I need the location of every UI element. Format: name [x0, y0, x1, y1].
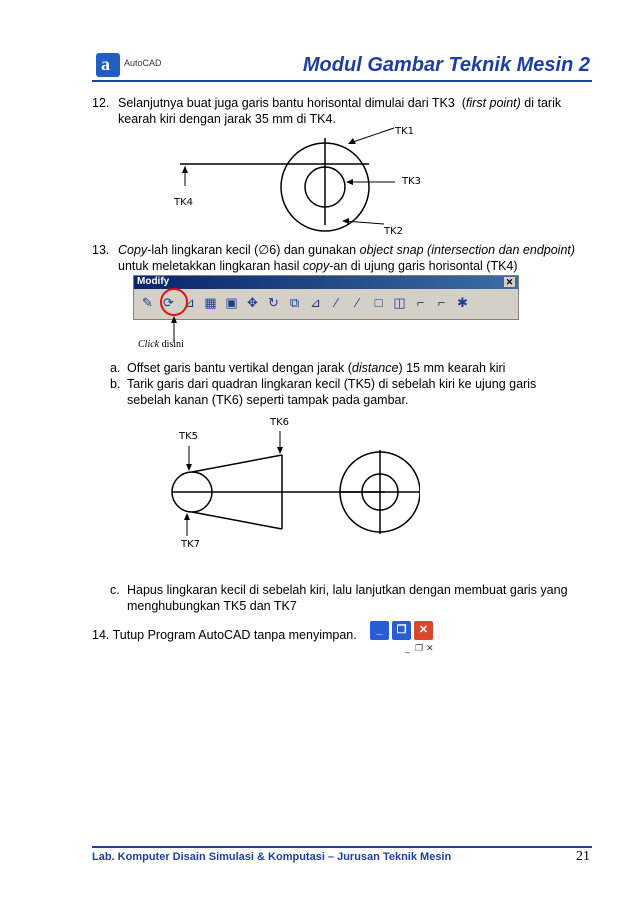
close-small-icon[interactable]: ✕: [426, 643, 434, 653]
label-tk3: TK3: [402, 176, 422, 187]
substep-a-text: Offset garis bantu vertikal dengan jarak (distance) 15 mm kearah kiri: [127, 361, 506, 375]
mirror-icon[interactable]: ⊿: [184, 295, 195, 310]
header-divider: [92, 80, 592, 82]
substep-b-label: b.: [110, 377, 121, 391]
toolbar-title: Modify: [137, 276, 170, 287]
copy-highlight: [155, 286, 195, 346]
footer-divider: [92, 846, 592, 848]
move-icon[interactable]: ✥: [247, 295, 258, 310]
autocad-logo: a: [96, 53, 120, 77]
step-13-line2: untuk meletakkan lingkaran hasil copy-an di ujung garis horisontal (TK4): [118, 259, 518, 273]
restore-button[interactable]: ❐: [391, 620, 412, 641]
offset-icon[interactable]: ▣: [225, 295, 238, 310]
taper-top-line: [192, 455, 282, 472]
red-highlight-circle: [161, 289, 187, 315]
substep-a-label: a.: [110, 361, 121, 375]
chamfer-icon[interactable]: ⌐: [416, 295, 425, 310]
label-tk7: TK7: [181, 539, 201, 550]
label-tk4: TK4: [174, 197, 194, 208]
step-14-text: 14. Tutup Program AutoCAD tanpa menyimpan.: [92, 628, 357, 642]
explode-icon[interactable]: ✱: [457, 295, 468, 310]
join-icon[interactable]: ◫: [393, 295, 406, 310]
footer-text: Lab. Komputer Disain Simulasi & Komputasi – Jurusan Teknik Mesin: [92, 851, 452, 863]
substep-c-label: c.: [110, 583, 120, 597]
step-12-line2: kearah kiri dengan jarak 35 mm di TK4.: [118, 112, 336, 126]
step-12-line1: Selanjutnya buat juga garis bantu horisontal dimulai dari TK3 (first point) di tarik: [118, 96, 562, 110]
fillet-icon[interactable]: ⌐: [437, 295, 446, 310]
substep-b-line2: sebelah kanan (TK6) seperti tampak pada gambar.: [127, 393, 409, 407]
label-tk1: TK1: [395, 126, 415, 137]
window-control-buttons: [369, 620, 435, 653]
toolbar-close-button[interactable]: ✕: [505, 277, 514, 287]
step-13-number: 13.: [92, 243, 110, 257]
tk1-arrow: [350, 128, 394, 143]
copy-icon[interactable]: ⟳: [163, 295, 174, 310]
minimize-small-icon[interactable]: _: [405, 643, 411, 653]
label-tk6: TK6: [270, 417, 290, 428]
label-tk5: TK5: [179, 431, 199, 442]
page-number: 21: [576, 849, 590, 864]
substep-b-line1: Tarik garis dari quadran lingkaran kecil (TK5) di sebelah kiri ke ujung garis: [127, 377, 537, 391]
substep-c-line2: menghubungkan TK5 dan TK7: [127, 599, 297, 613]
scale-icon[interactable]: ⧉: [289, 295, 300, 310]
figure-2-drawing: [160, 430, 420, 546]
step-12-number: 12.: [92, 96, 110, 110]
step-13-line1: Copy-lah lingkaran kecil (∅6) dan gunakan object snap (intersection dan endpoint): [118, 243, 576, 257]
rotate-icon[interactable]: ↻: [268, 295, 279, 310]
minimize-button[interactable]: _: [369, 620, 390, 641]
page-title: Modul Gambar Teknik Mesin 2: [302, 54, 590, 76]
break-icon[interactable]: □: [374, 295, 383, 310]
extend-icon[interactable]: ⁄: [356, 295, 359, 310]
substep-c-line1: Hapus lingkaran kecil di sebelah kiri, lalu lanjutkan dengan membuat garis yang: [127, 583, 568, 597]
erase-icon[interactable]: ✎: [142, 295, 153, 310]
label-tk2: TK2: [384, 226, 404, 237]
array-icon[interactable]: ▦: [204, 295, 217, 310]
logo-text: AutoCAD: [124, 58, 162, 68]
restore-small-icon[interactable]: ❐: [415, 643, 424, 653]
stretch-icon[interactable]: ⊿: [310, 295, 321, 310]
close-button[interactable]: ✕: [413, 620, 434, 641]
taper-bottom-line: [192, 512, 282, 529]
trim-icon[interactable]: ⁄: [335, 295, 338, 310]
click-here-label: Click disini: [138, 339, 184, 350]
